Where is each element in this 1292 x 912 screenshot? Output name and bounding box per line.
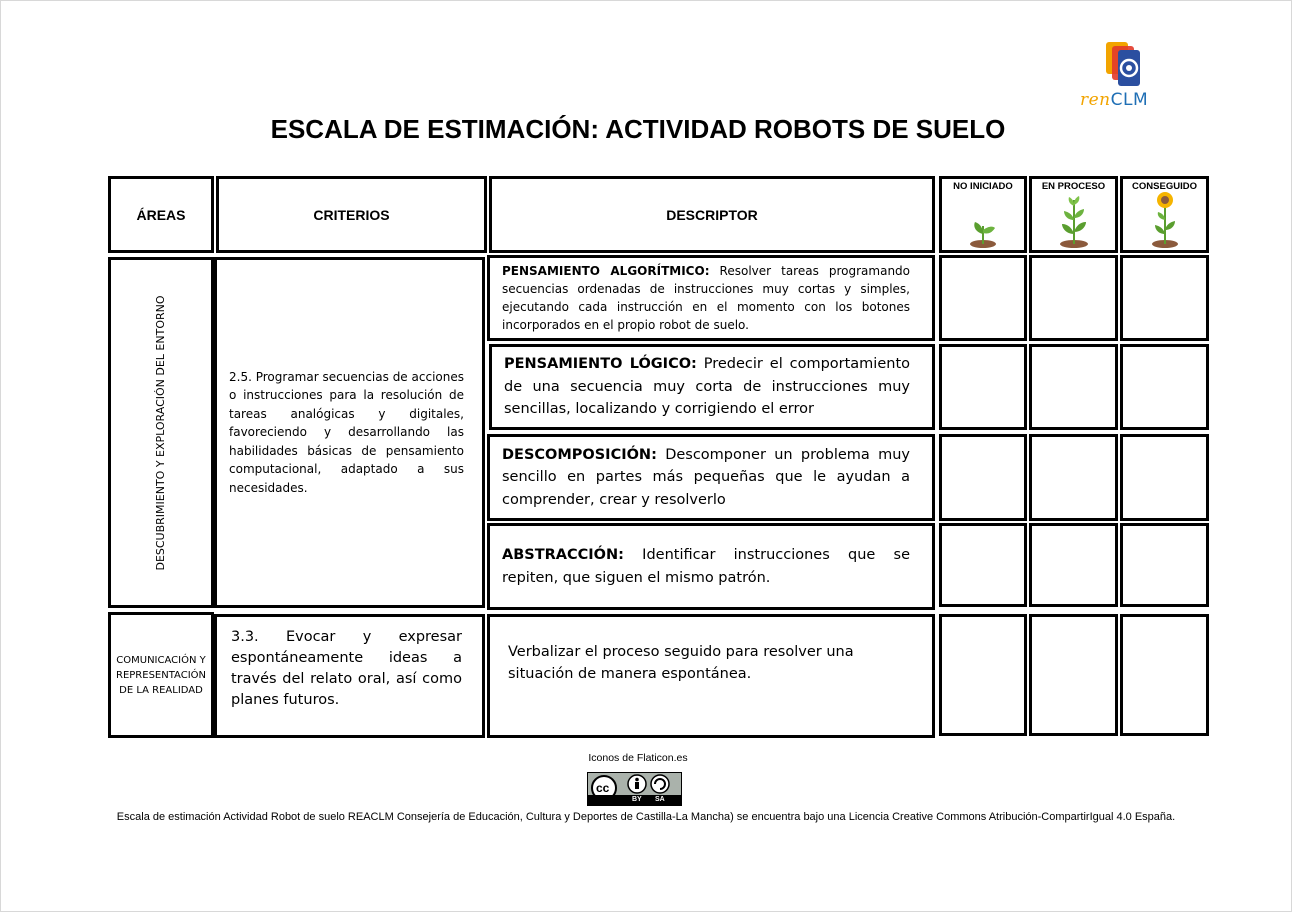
rating-box-conseguido[interactable] <box>1120 434 1209 521</box>
criterion-text: 3.3. Evocar y expresar espontáneamente ideas a través del relato oral, así como planes futuros. <box>231 629 462 708</box>
descriptor-text: Predecir el comportamiento de una secuencia muy corta de instrucciones muy sencillas, localizando y corrigiendo el error <box>504 356 911 418</box>
rating-box-conseguido[interactable] <box>1120 614 1209 736</box>
rating-box-en-proceso[interactable] <box>1029 434 1118 521</box>
header-areas: ÁREAS <box>108 176 214 253</box>
header-no-iniciado: NO INICIADO <box>939 176 1027 253</box>
sprout-icon <box>1052 192 1096 248</box>
descriptor-algoritmico <box>487 255 935 341</box>
descriptor-term: PENSAMIENTO LÓGICO: <box>504 356 697 373</box>
page-title: ESCALA DE ESTIMACIÓN: ACTIVIDAD ROBOTS DE SUELO <box>270 114 1006 144</box>
descriptor-term: PENSAMIENTO ALGORÍTMICO: <box>502 264 710 278</box>
rating-box-no-iniciado[interactable] <box>939 255 1027 341</box>
header-descriptor: DESCRIPTOR <box>489 176 935 253</box>
descriptor-term: ABSTRACCIÓN: <box>502 547 624 563</box>
rating-box-conseguido[interactable] <box>1120 344 1209 430</box>
rating-box-no-iniciado[interactable] <box>939 614 1027 736</box>
icons-credit: Iconos de Flaticon.es <box>588 752 688 764</box>
descriptor-abstraccion <box>487 523 935 610</box>
descriptor-logico <box>489 344 935 430</box>
header-criterios: CRITERIOS <box>216 176 487 253</box>
descriptor-term: DESCOMPOSICIÓN: <box>502 446 657 463</box>
descriptor-text: Descomponer un problema muy sencillo en partes más pequeñas que le ayudan a comprender, crear y resolverlo <box>502 446 911 508</box>
rating-box-no-iniciado[interactable] <box>939 344 1027 430</box>
criterion-text: 2.5. Programar secuencias de acciones o instrucciones para la resolución de tareas analógicas y digitales, favoreciendo y desarrollando las habilidades básicas de pensamiento computacional, adaptado a sus necesidades. <box>229 369 464 495</box>
descriptor-text: Resolver tareas programando secuencias ordenadas de instrucciones muy cortas y simples, ejecutando cada instrucción en el momento con los botones incorporados en el propio robot de suelo. <box>502 264 911 332</box>
header-conseguido: CONSEGUIDO <box>1120 176 1209 253</box>
descriptor-descomposicion <box>487 434 935 521</box>
rating-box-en-proceso[interactable] <box>1029 523 1118 607</box>
reaclm-logo <box>1074 38 1184 112</box>
descriptor-text: Verbalizar el proceso seguido para resolver una situación de manera espontánea. <box>508 644 854 682</box>
area-cell-comunicacion <box>108 612 214 738</box>
criterion-cell-3-3 <box>214 614 485 738</box>
sunflower-icon <box>1145 190 1185 248</box>
rating-box-en-proceso[interactable] <box>1029 614 1118 736</box>
license-text: Escala de estimación Actividad Robot de suelo REACLM Consejería de Educación, Cultura y Deportes de Castilla-La Mancha) se encuentra bajo una Licencia Creative Commons Atribución-CompartirIgual 4.0 España. <box>116 811 1176 823</box>
rating-box-conseguido[interactable] <box>1120 255 1209 341</box>
criterion-cell-2-5 <box>214 257 485 608</box>
reaclm-logo-text: renCLM <box>1080 90 1149 110</box>
area-label: DESCUBRIMIENTO Y EXPLORACIÓN DEL ENTORNO <box>154 294 167 571</box>
seedling-icon <box>963 204 1003 248</box>
rating-box-en-proceso[interactable] <box>1029 255 1118 341</box>
cc-by-sa-badge[interactable]: cc BY SA <box>587 772 682 806</box>
rating-box-no-iniciado[interactable] <box>939 523 1027 607</box>
area-label: COMUNICACIÓN Y REPRESENTACIÓN DE LA REALIDAD <box>116 654 206 696</box>
descriptor-text: Identificar instrucciones que se repiten, que siguen el mismo patrón. <box>502 547 911 586</box>
rating-box-en-proceso[interactable] <box>1029 344 1118 430</box>
rating-box-conseguido[interactable] <box>1120 523 1209 607</box>
rating-box-no-iniciado[interactable] <box>939 434 1027 521</box>
reaclm-logo-mark <box>1074 38 1184 90</box>
area-cell-descubrimiento <box>108 257 214 608</box>
descriptor-verbalizar <box>487 614 935 738</box>
header-en-proceso: EN PROCESO <box>1029 176 1118 253</box>
cc-label-bar: BY SA <box>588 795 681 805</box>
